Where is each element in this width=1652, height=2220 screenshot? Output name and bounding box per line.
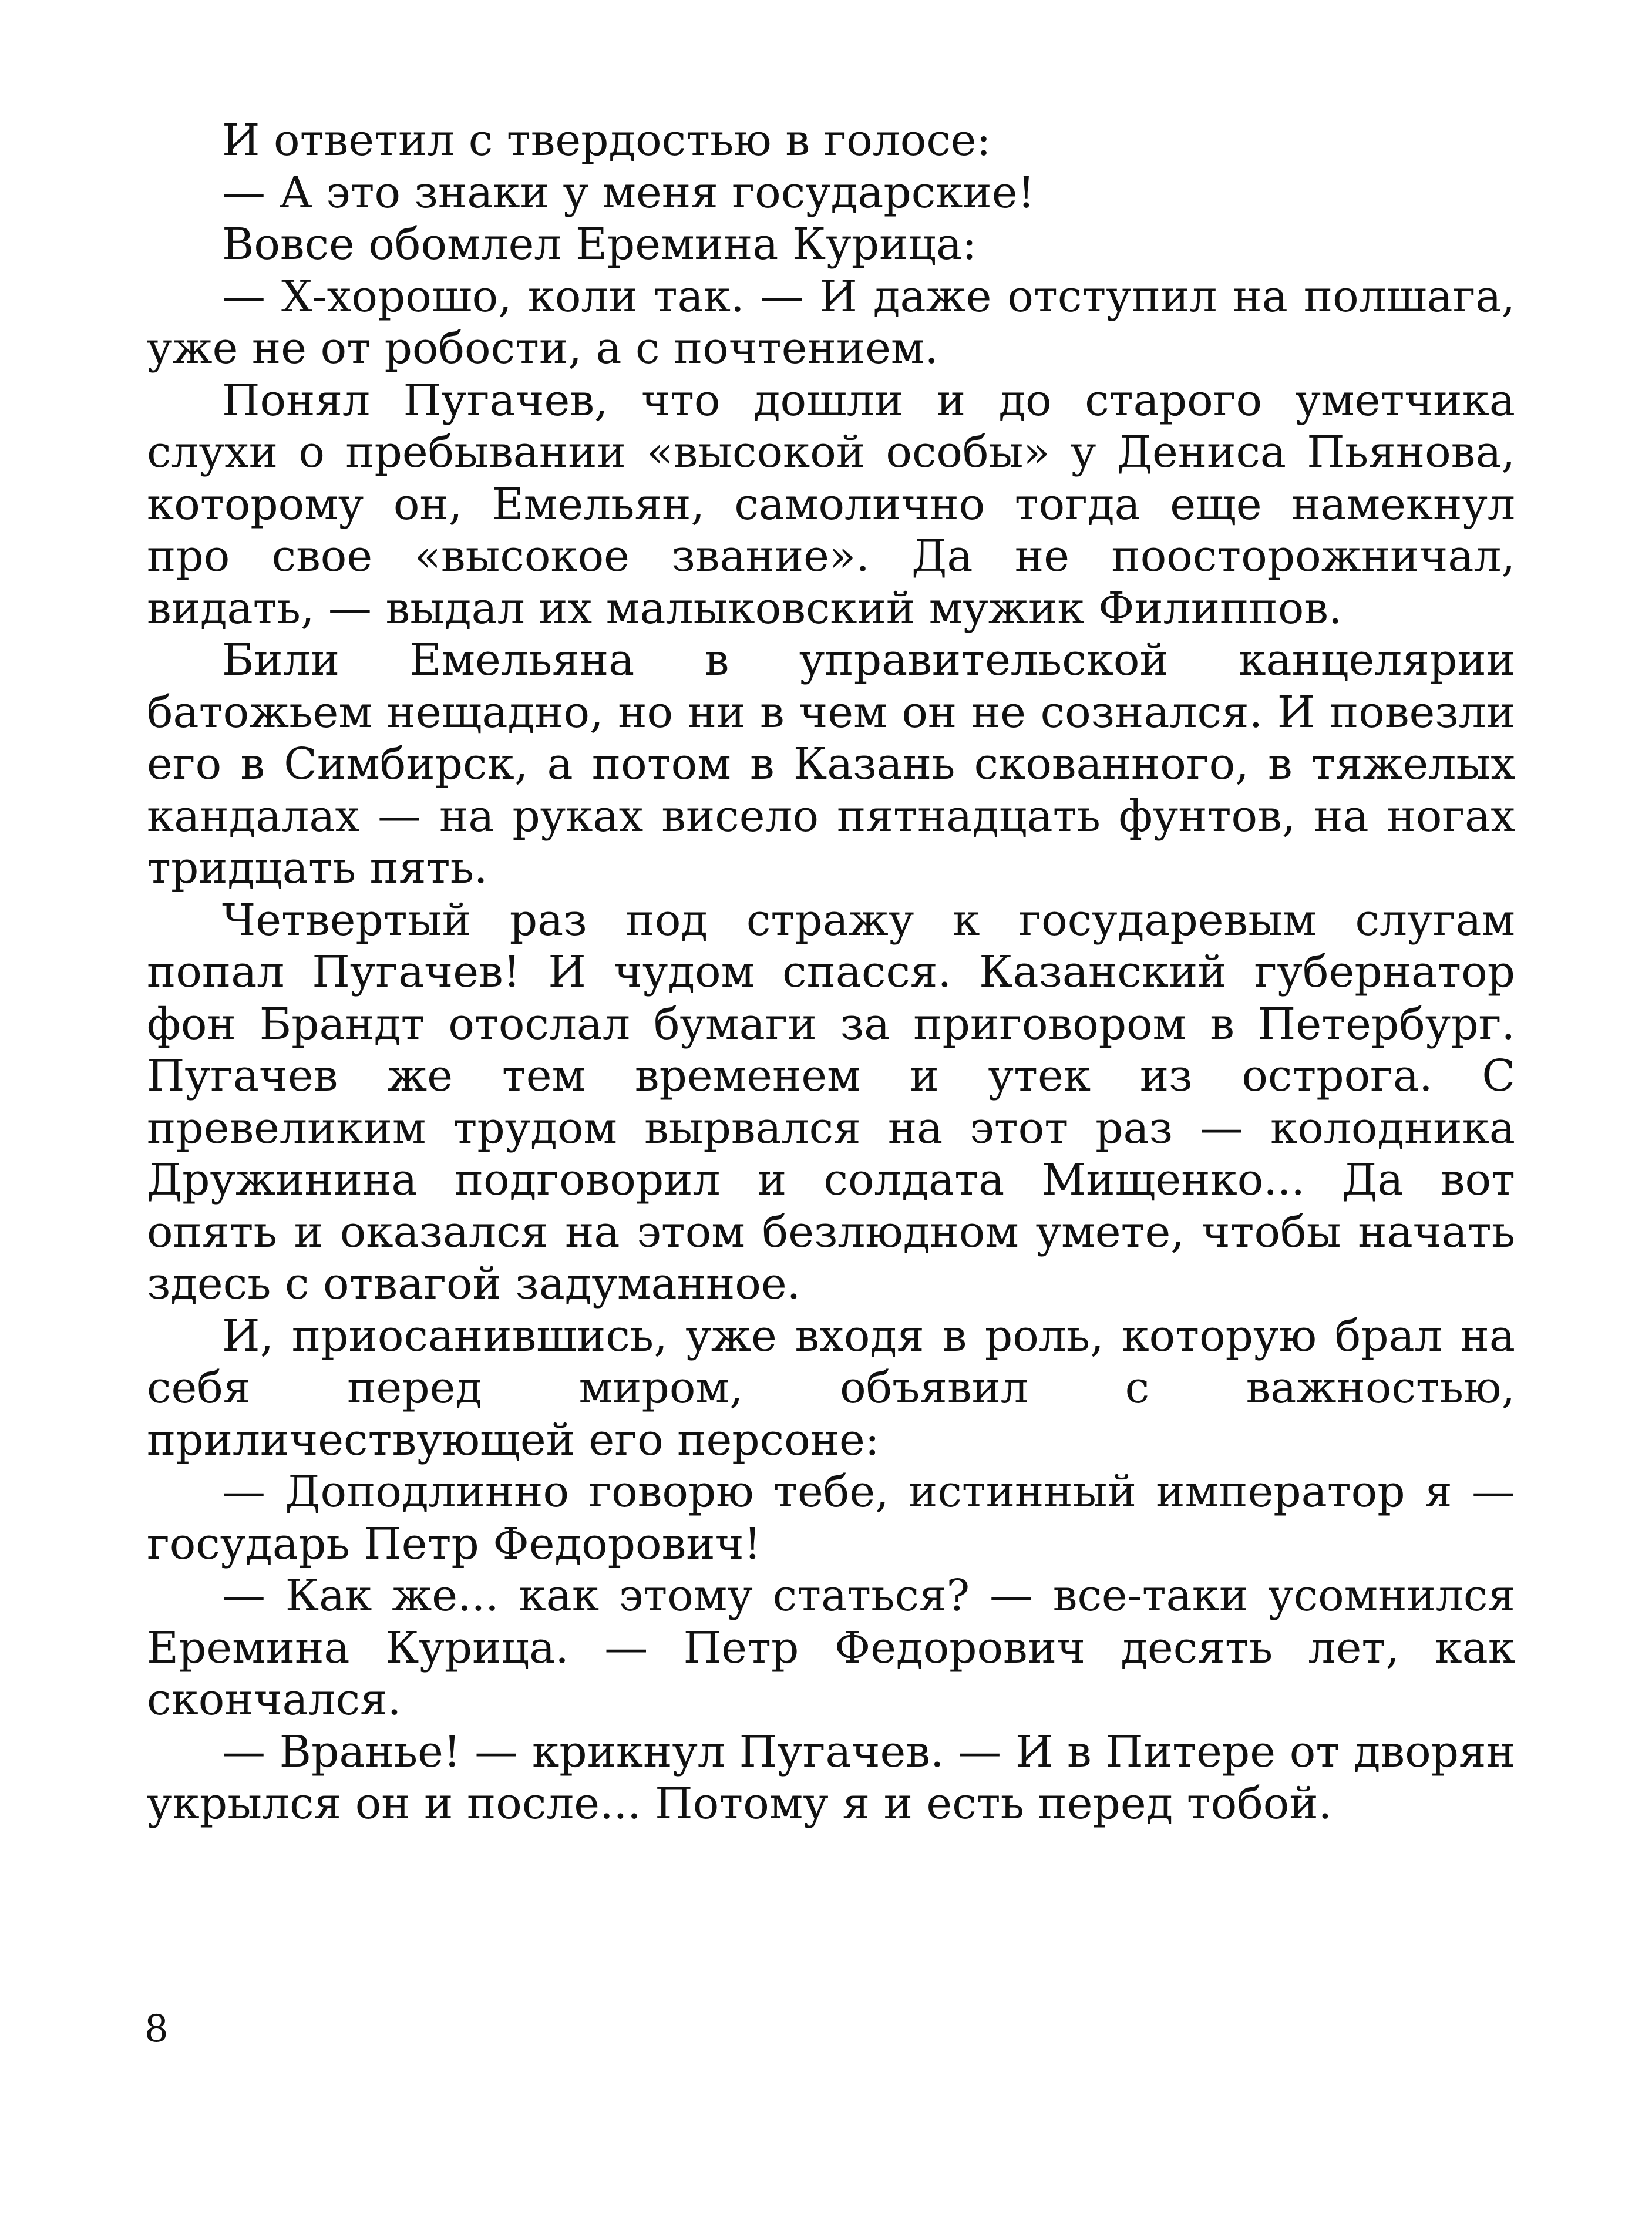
paragraph: — Доподлинно говорю тебе, истинный император я — государь Петр Федорович!: [147, 1466, 1515, 1569]
paragraph: Вовсе обомлел Еремина Курица:: [222, 219, 977, 270]
paragraph: И, приосанившись, уже входя в роль, которую брал на себя перед миром, объявил с важностью, приличествующей его персоне:: [147, 1310, 1515, 1465]
paragraph: — Х-хорошо, коли так. — И даже отступил на полшага, уже не от робости, а с почтением.: [147, 271, 1515, 374]
page-number: 8: [144, 2007, 169, 2051]
paragraph: Били Емельяна в управительской канцелярии батожьем нещадно, но ни в чем он не сознался. И повезли его в Симбирск, а потом в Казань скованного, в тяжелых кандалах — на руках висело пятнадцать фунтов, на ногах тридцать пять.: [147, 635, 1515, 893]
paragraph: Четвертый раз под стражу к государевым слугам попал Пугачев! И чудом спасся. Казанский губернатор фон Брандт отослал бумаги за приговором в Петербург. Пугачев же тем временем и утек из острога. С превеликим трудом вырвался на этот раз — колодника Дружинина подговорил и солдата Мищенко... Да вот опять и оказался на этом безлюдном умете, чтобы начать здесь с отвагой задуманное.: [147, 894, 1515, 1309]
paragraph: — А это знаки у меня государские!: [222, 167, 1035, 218]
paragraph: Понял Пугачев, что дошли и до старого уметчика слухи о пребывании «высокой особы» у Дениса Пьянова, которому он, Емельян, самолично тогда еще намекнул про свое «высокое звание». Да не поосторожничал, видать, — выдал их малыковский мужик Филиппов.: [147, 375, 1515, 634]
body-text: [147, 115, 1515, 1830]
paragraph: — Как же... как этому статься? — все-таки усомнился Еремина Курица. — Петр Федорович десять лет, как скончался.: [147, 1570, 1515, 1725]
paragraph: — Вранье! — крикнул Пугачев. — И в Питере от дворян укрылся он и после... Потому я и есть перед тобой.: [147, 1726, 1515, 1829]
paragraph: И ответил с твердостью в голосе:: [222, 115, 991, 166]
